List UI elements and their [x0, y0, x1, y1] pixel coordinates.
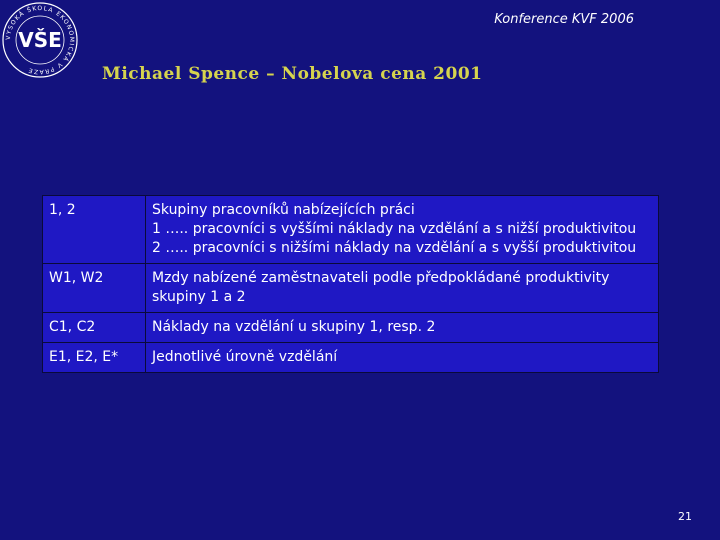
table-row: [43, 264, 659, 313]
table-row: [43, 196, 659, 264]
description-line: Skupiny pracovníků nabízejících práci: [152, 202, 415, 218]
conference-label: Konference KVF 2006: [494, 12, 634, 27]
slide-title: Michael Spence – Nobelova cena 2001: [102, 64, 483, 84]
row-description: [146, 343, 659, 373]
row-key: E1, E2, E*: [43, 343, 146, 373]
row-description: [146, 313, 659, 343]
logo-letters: VŠE: [18, 28, 62, 52]
table-row: [43, 343, 659, 373]
row-key: 1, 2: [43, 196, 146, 264]
description-line: Náklady na vzdělání u skupiny 1, resp. 2: [152, 319, 436, 335]
description-line: 2 ….. pracovníci s nižšími náklady na vzdělání a s vyšší produktivitou: [152, 240, 637, 256]
description-line: Mzdy nabízené zaměstnavateli podle předpokládané produktivity skupiny 1 a 2: [152, 270, 610, 305]
row-key: C1, C2: [43, 313, 146, 343]
page-number: 21: [678, 510, 692, 523]
vse-logo: [0, 0, 80, 80]
row-key: W1, W2: [43, 264, 146, 313]
row-description: [146, 264, 659, 313]
description-line: 1 ….. pracovníci s vyššími náklady na vzdělání a s nižší produktivitou: [152, 221, 637, 237]
row-description: [146, 196, 659, 264]
logo-ring-text: VYSOKÁ ŠKOLA EKONOMICKÁ V PRAZE: [4, 4, 76, 76]
table-row: [43, 313, 659, 343]
description-line: Jednotlivé úrovně vzdělání: [152, 349, 338, 365]
definitions-table: [42, 195, 659, 373]
